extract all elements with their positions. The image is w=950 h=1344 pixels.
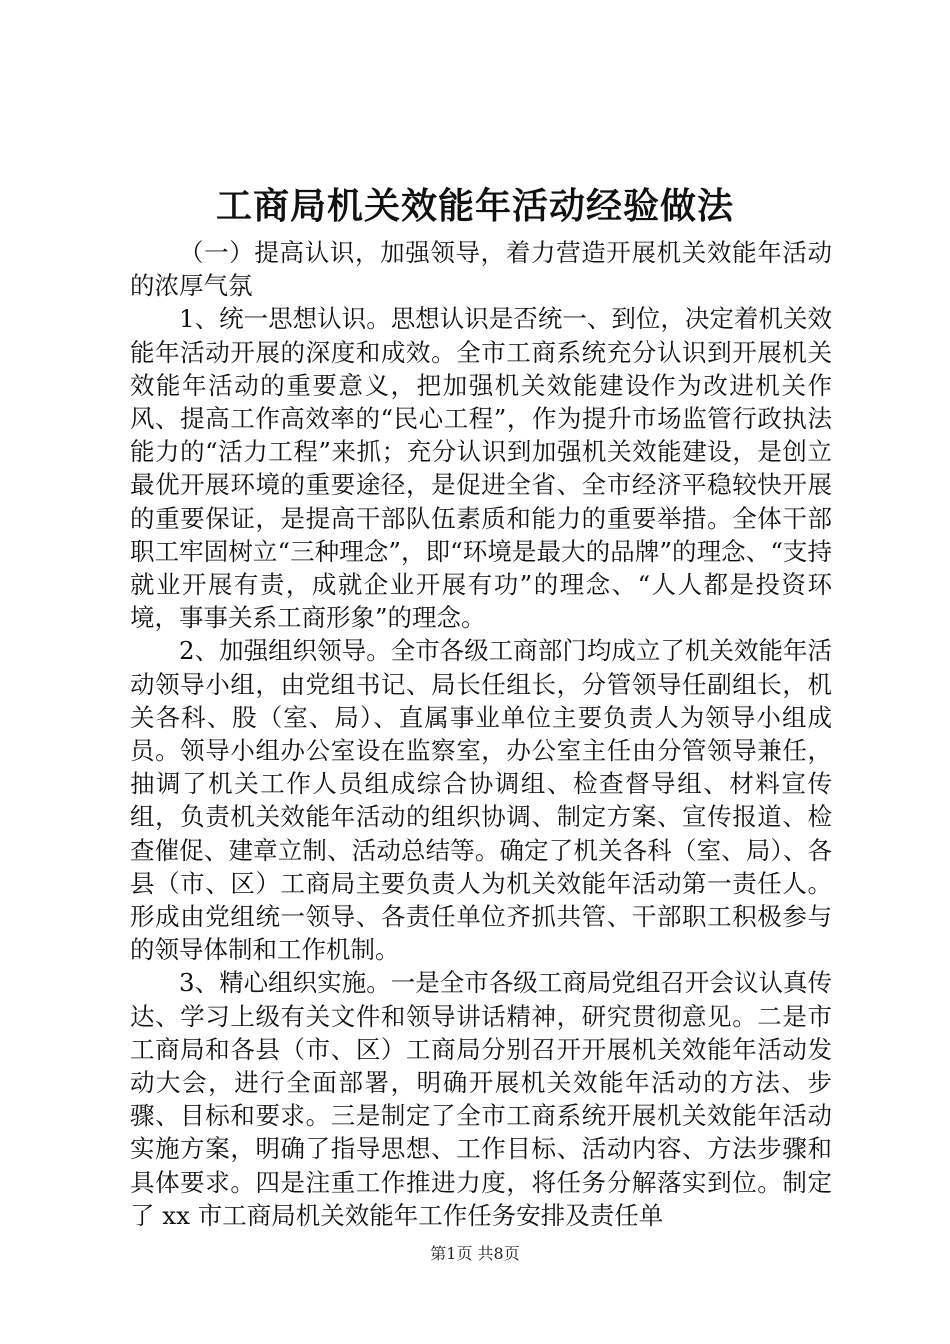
paragraph-3: 3、精心组织实施。一是全市各级工商局党组召开会议认真传达、学习上级有关文件和领导讲话精神，研究贯彻意见。二是市工商局和各县（市、区）工商局分别召开开展机关效能年活动发动大会，进行全面部署，明确开展机关效能年活动的方法、步骤、目标和要求。三是制定了全市工商系统开展机关效能年活动实施方案，明确了指导思想、工作目标、活动内容、方法步骤和具体要求。四是注重工作推进力度，将任务分解落实到位。制定了 xx 市工商局机关效能年工作任务安排及责任单 — [130, 968, 832, 1230]
document-body — [130, 236, 832, 1232]
page-footer: 第1页 共8页 — [430, 1244, 520, 1263]
section-heading: （一）提高认识，加强领导，着力营造开展机关效能年活动的浓厚气氛 — [130, 238, 832, 301]
document-title: 工商局机关效能年活动经验做法 — [215, 185, 734, 227]
paragraph-1: 1、统一思想认识。思想认识是否统一、到位，决定着机关效能年活动开展的深度和成效。全市工商系统充分认识到开展机关效能年活动的重要意义，把加强机关效能建设作为改进机关作风、提高工作高效率的“民心工程”，作为提升市场监管行政执法能力的“活力工程”来抓；充分认识到加强机关效能建设，是创立最优开展环境的重要途径，是促进全省、全市经济平稳较快开展的重要保证，是提高干部队伍素质和能力的重要举措。全体干部职工牢固树立“三种理念”，即“环境是最大的品牌”的理念、“支持就业开展有责，成就企业开展有功”的理念、“人人都是投资环境，事事关系工商形象”的理念。 — [130, 304, 832, 633]
paragraph-2: 2、加强组织领导。全市各级工商部门均成立了机关效能年活动领导小组，由党组书记、局长任组长，分管领导任副组长，机关各科、股（室、局）、直属事业单位主要负责人为领导小组成员。领导小组办公室设在监察室，办公室主任由分管领导兼任，抽调了机关工作人员组成综合协调组、检查督导组、材料宣传组，负责机关效能年活动的组织协调、制定方案、宣传报道、检查催促、建章立制、活动总结等。确定了机关各科（室、局）、各县（市、区）工商局主要负责人为机关效能年活动第一责任人。形成由党组统一领导、各责任单位齐抓共管、干部职工积极参与的领导体制和工作机制。 — [130, 636, 832, 965]
